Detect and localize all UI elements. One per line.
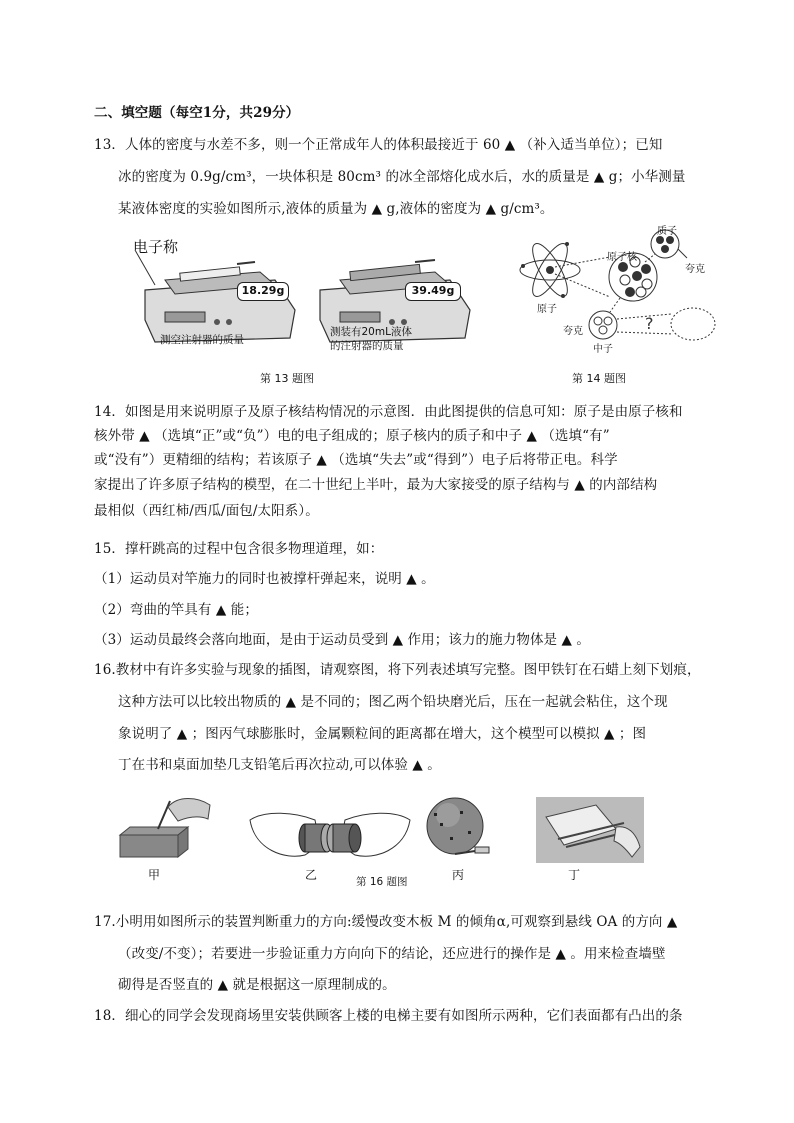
svg-text:?: ? (645, 314, 654, 333)
q15-line-4: （3）运动员最终会落向地面，是由于运动员受到 ▲ 作用；该力的施力物体是 ▲ 。 (94, 632, 591, 648)
q15-line-3: （2）弯曲的竿具有 ▲ 能； (94, 602, 258, 618)
q18-line-1: 18．细心的同学会发现商场里安装供顾客上楼的电梯主要有如图所示两种，它们表面都有凸出的条 (94, 1008, 683, 1024)
q13-line-2: 冰的密度为 0.9g/cm³，一块体积是 80cm³ 的冰全部熔化成水后，水的质量是 ▲ g；小华测量 (118, 169, 686, 185)
q14-line-4: 家提出了许多原子结构的模型，在二十世纪上半叶，最为大家接受的原子结构与 ▲ 的内部结构 (94, 477, 658, 493)
q14-line-5: 最相似（西红柿/西瓜/面包/太阳系）。 (94, 503, 319, 519)
q15-line-2: （1）运动员对竿施力的同时也被撑杆弹起来，说明 ▲ 。 (94, 571, 435, 587)
caption-empty-syringe: 测空注射器的质量 (160, 334, 244, 346)
label-ding: 丁 (568, 868, 581, 882)
scale-reading-2: 39.49g (405, 282, 461, 301)
q17-line-1: 17.小明用如图所示的装置判断重力的方向:缓慢改变木板 M 的倾角α,可观察到悬线 OA 的方向 ▲ (94, 914, 678, 930)
q13-line-1: 13．人体的密度与水差不多，则一个正常成年人的体积最接近于 60 ▲ （补入适当单位）；已知 (94, 137, 663, 153)
figure-16-ding-book-pencils (536, 797, 644, 863)
q15-line-1: 15．撑杆跳高的过程中包含很多物理道理，如： (94, 541, 384, 557)
q16-line-1: 16.教材中有许多实验与现象的插图，请观察图，将下列表述填写完整。图甲铁钉在石蜡上刻下划痕， (94, 662, 701, 678)
label-jia: 甲 (148, 868, 161, 882)
q14-line-1: 14．如图是用来说明原子及原子核结构情况的示意图．由此图提供的信息可知：原子是由原子核和 (94, 404, 683, 420)
q17-line-2: （改变/不变）；若要进一步验证重力方向向下的结论，还应进行的操作是 ▲ 。用来检查墙壁 (118, 946, 666, 962)
q16-line-4: 丁在书和桌面加垫几支铅笔后再次拉动,可以体验 ▲ 。 (118, 757, 441, 773)
q17-line-3: 砌得是否竖直的 ▲ 就是根据这一原理制成的。 (118, 977, 396, 993)
label-neutron: 中子 (593, 344, 613, 355)
caption-filled-syringe-1: 测装有20mL液体 (330, 326, 412, 338)
q16-line-3: 象说明了 ▲ ；图丙气球膨胀时，金属颗粒间的距离都在增大，这个模型可以模拟 ▲ ；图 (118, 726, 647, 742)
label-yi: 乙 (305, 868, 318, 882)
scale-reading-1: 18.29g (237, 282, 289, 301)
q16-line-2: 这种方法可以比较出物质的 ▲ 是不同的；图乙两个铅块磨光后，压在一起就会粘住，这个现 (118, 694, 668, 710)
label-nucleus: 原子核 (607, 252, 637, 263)
label-proton: 质子 (657, 226, 677, 237)
figure-16-bing-balloon (420, 793, 495, 868)
q13-line-3: 某液体密度的实验如图所示,液体的质量为 ▲ g,液体的密度为 ▲ g/cm³。 (118, 201, 554, 217)
figure-16-title: 第 16 题图 (356, 876, 408, 888)
label-bing: 丙 (452, 868, 465, 882)
label-atom: 原子 (537, 304, 557, 315)
figure-14-title: 第 14 题图 (572, 372, 626, 385)
q14-line-2: 核外带 ▲ （选填“正”或“负”）电的电子组成的；原子核内的质子和中子 ▲ （选填“有” (94, 428, 610, 444)
figure-13-title: 第 13 题图 (260, 372, 314, 385)
atom-diagram (515, 222, 720, 362)
figure-14-atom-structure (515, 222, 720, 362)
figure-13-filled-syringe (315, 232, 495, 362)
figure-13-empty-syringe (125, 232, 315, 362)
label-quark-1: 夸克 (685, 264, 705, 275)
section-title: 二、填空题（每空1分，共29分） (94, 105, 300, 121)
figure-16-yi-lead-blocks (245, 800, 415, 870)
label-quark-2: 夸克 (563, 326, 583, 337)
figure-16-jia-wax-nail (118, 795, 213, 865)
q14-line-3: 或“没有”）更精细的结构；若该原子 ▲ （选填“失去”或“得到”）电子后将带正电。科学 (94, 452, 618, 468)
scale-label: 电子称 (133, 238, 179, 256)
caption-filled-syringe-2: 的注射器的质量 (330, 340, 404, 352)
